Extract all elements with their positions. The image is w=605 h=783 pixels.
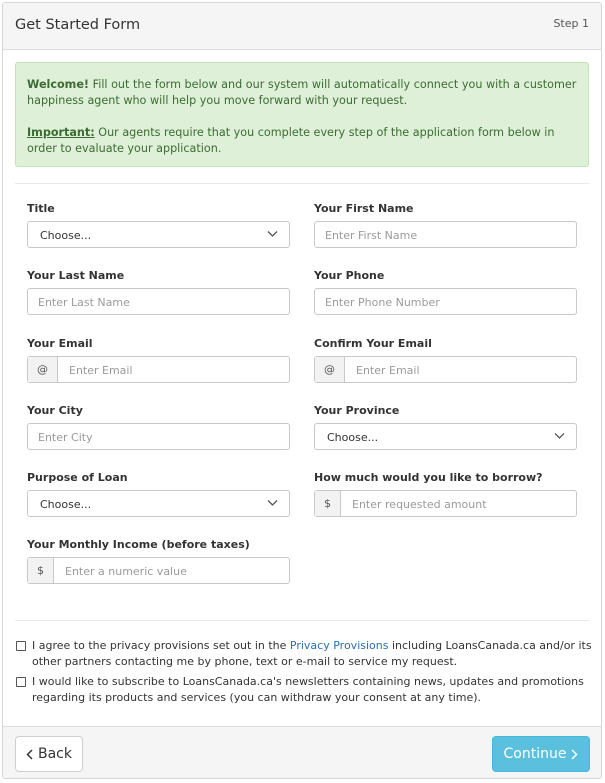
purpose-label: Purpose of Loan: [27, 471, 128, 484]
step-indicator: Step 1: [553, 17, 589, 30]
city-input[interactable]: [27, 423, 290, 450]
important-text: Our agents require that you complete every step of the application form below in order to evaluate your application.: [27, 126, 555, 155]
important-label: Important:: [27, 126, 95, 139]
email-placeholder: Enter Email: [69, 364, 133, 377]
phone-input[interactable]: [314, 288, 577, 315]
welcome-message: [27, 77, 577, 109]
phone-label: Your Phone: [314, 269, 385, 282]
back-button[interactable]: [15, 736, 83, 772]
amount-label: How much would you like to borrow?: [314, 471, 543, 484]
privacy-provisions-link[interactable]: Privacy Provisions: [289, 639, 389, 652]
amount-input[interactable]: [314, 490, 577, 517]
form-panel: [2, 2, 602, 779]
dollar-sign-icon: $: [28, 558, 54, 583]
income-label: Your Monthly Income (before taxes): [27, 538, 250, 551]
title-field: [27, 202, 290, 242]
chevron-left-icon: [26, 749, 33, 760]
at-sign-icon: @: [28, 357, 58, 382]
privacy-consent-text: [32, 638, 595, 670]
dollar-sign-icon: $: [315, 491, 341, 516]
purpose-select[interactable]: [27, 490, 290, 517]
title-select-value: Choose...: [40, 229, 92, 242]
privacy-text-after: including LoansCanada.ca and/or its other partners contacting me by phone, text or e-mail to service my request.: [32, 639, 592, 668]
purpose-field: [27, 471, 290, 511]
email-label: Your Email: [27, 337, 93, 350]
divider-bottom: [15, 620, 589, 621]
province-select-value: Choose...: [327, 431, 379, 444]
page-title: Get Started Form: [15, 17, 141, 33]
first-name-input[interactable]: [314, 221, 577, 248]
city-label: Your City: [27, 404, 83, 417]
email-input[interactable]: [27, 356, 290, 383]
important-message: [27, 125, 577, 157]
income-field: [27, 538, 290, 578]
last-name-label: Your Last Name: [27, 269, 125, 282]
province-field: [314, 404, 577, 444]
chevron-down-icon: [267, 499, 278, 507]
title-select[interactable]: [27, 221, 290, 248]
confirm-email-label: Confirm Your Email: [314, 337, 432, 350]
panel-header: [3, 3, 601, 50]
confirm-email-input[interactable]: [314, 356, 577, 383]
welcome-text: Fill out the form below and our system will automatically connect you with a customer happiness agent who will help you move forward with your request.: [27, 78, 577, 107]
last-name-placeholder: Enter Last Name: [38, 296, 130, 309]
privacy-consent-row: [15, 638, 595, 670]
amount-field: [314, 471, 577, 511]
chevron-down-icon: [554, 432, 565, 440]
title-label: Title: [27, 202, 55, 215]
newsletter-consent-text: I would like to subscribe to LoansCanada.ca's newsletters containing news, updates and promotions regarding its products and services (you can withdraw your consent at any time).: [32, 675, 584, 704]
back-button-label: Back: [38, 746, 72, 762]
phone-placeholder: Enter Phone Number: [325, 296, 440, 309]
panel-footer: [3, 726, 601, 779]
divider-top: [15, 183, 589, 184]
privacy-checkbox[interactable]: [16, 641, 26, 651]
newsletter-consent-row: [15, 674, 595, 706]
income-input[interactable]: [27, 557, 290, 584]
city-placeholder: Enter City: [38, 431, 93, 444]
info-alert: [15, 62, 589, 167]
purpose-select-value: Choose...: [40, 498, 92, 511]
first-name-label: Your First Name: [314, 202, 414, 215]
continue-button-label: Continue: [503, 746, 567, 762]
city-field: [27, 404, 290, 444]
first-name-placeholder: Enter First Name: [325, 229, 418, 242]
last-name-field: [27, 269, 290, 309]
newsletter-checkbox[interactable]: [16, 677, 26, 687]
privacy-text-before: I agree to the privacy provisions set out in the: [32, 639, 290, 652]
chevron-down-icon: [267, 230, 278, 238]
at-sign-icon: @: [315, 357, 345, 382]
first-name-field: [314, 202, 577, 242]
confirm-email-placeholder: Enter Email: [356, 364, 420, 377]
province-select[interactable]: [314, 423, 577, 450]
amount-placeholder: Enter requested amount: [352, 498, 487, 511]
email-field: [27, 337, 290, 377]
welcome-label: Welcome!: [27, 78, 90, 91]
chevron-right-icon: [571, 749, 578, 760]
phone-field: [314, 269, 577, 309]
last-name-input[interactable]: [27, 288, 290, 315]
continue-button[interactable]: [492, 736, 590, 772]
confirm-email-field: [314, 337, 577, 377]
province-label: Your Province: [314, 404, 400, 417]
income-placeholder: Enter a numeric value: [65, 565, 187, 578]
